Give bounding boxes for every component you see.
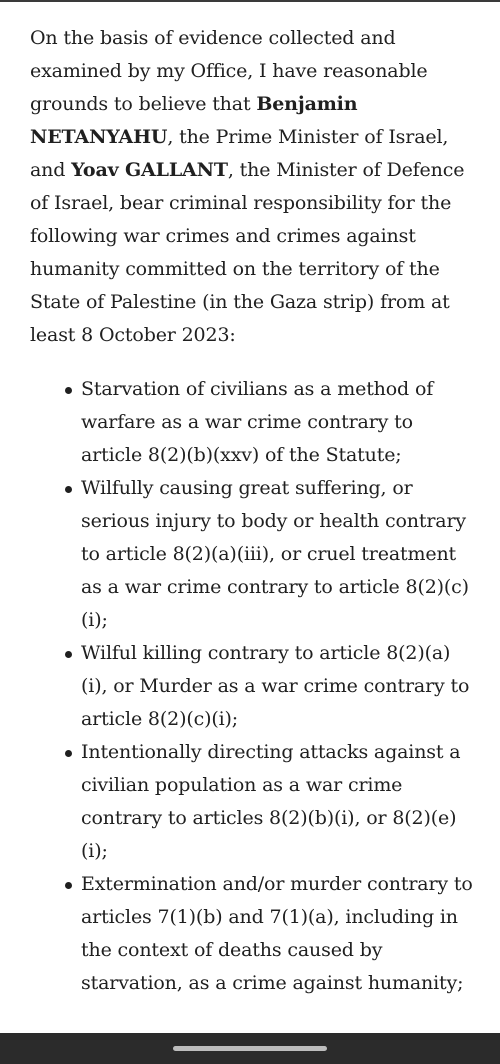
bullet-icon [65,882,72,889]
bullet-icon [65,387,72,394]
intro-paragraph [30,22,475,352]
home-indicator-handle[interactable] [173,1046,327,1051]
bullet-icon [65,651,72,658]
list-item [81,868,475,1000]
list-item-text: Wilful killing contrary to article 8(2)(a)(i), or Murder as a war crime contrary to article 8(2)(c)(i); [81,642,470,730]
name-netanyahu: Benjamin NETANYAHU [30,93,358,148]
list-item-text: Starvation of civilians as a method of warfare as a war crime contrary to article 8(2)(b)(xxv) of the Statute; [81,378,434,466]
top-edge-divider [0,0,500,2]
list-item [81,637,475,736]
bullet-icon [65,486,72,493]
system-navigation-bar [0,1033,500,1064]
list-item-text: Intentionally directing attacks against a civilian population as a war crime contrary to articles 8(2)(b)(i), or 8(2)(e)(i); [81,741,461,862]
intro-text-part1: On the basis of evidence collected and examined by my Office, I have reasonable grounds to believe that [30,27,428,115]
list-item-text: Extermination and/or murder contrary to articles 7(1)(b) and 7(1)(a), including in the context of deaths caused by starvation, as a crime against humanity; [81,873,473,994]
intro-text-part3: , the Minister of Defence of Israel, bear criminal responsibility for the following war crimes and crimes against humanity committed on the territory of the State of Palestine (in the Gaza strip) from at least 8 October 2023: [30,159,465,346]
name-gallant: Yoav GALLANT [71,159,228,181]
charges-list [30,373,475,1000]
list-item-text: Wilfully causing great suffering, or serious injury to body or health contrary to article 8(2)(a)(iii), or cruel treatment as a war crime contrary to article 8(2)(c)(i); [81,477,469,631]
list-item [81,472,475,637]
bullet-icon [65,750,72,757]
intro-text-part2: , the Prime Minister of Israel, and [30,126,449,181]
list-item [81,736,475,868]
list-item [81,373,475,472]
document-content [30,22,475,1000]
